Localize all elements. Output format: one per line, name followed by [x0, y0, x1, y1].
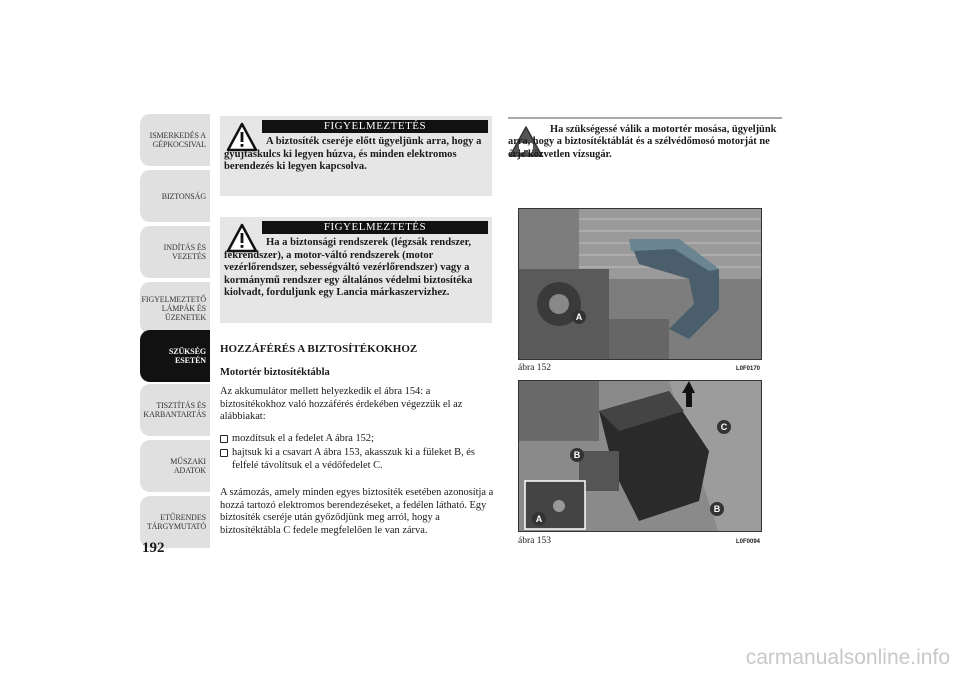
figure-153 [518, 380, 762, 532]
tab-biztonsag[interactable]: BIZTONSÁG [140, 170, 210, 222]
tab-ismerkedes[interactable]: ISMERKEDÉS A GÉPKOCSIVAL [140, 114, 210, 166]
tab-targymutato[interactable]: ETŰRENDES TÁRGYMUTATÓ [140, 496, 210, 548]
column-divider [508, 117, 782, 119]
figure-152-caption: ábra 152 [518, 363, 551, 373]
bullet-item: mozdítsuk el a fedelet A ábra 152; [220, 433, 498, 446]
watermark: carmanualsonline.info [745, 646, 950, 669]
checkbox-bullet-icon [220, 449, 228, 457]
fuse-box-illustration [519, 381, 762, 532]
label-c-badge: C [720, 422, 728, 432]
environment-note-text: Ha szükségessé válik a motortér mosása, ügyeljünk arra, hogy a biztosítéktáblát és a szélvédőmosó motorját ne érje közvetlen vízsugár. [508, 124, 777, 160]
section-heading: HOZZÁFÉRÉS A BIZTOSÍTÉKOKHOZ [220, 343, 418, 355]
intro-paragraph: Az akkumulátor mellett helyezkedik el ábra 154: a biztosítékokhoz való hozzáférés érdekében végezzük el az alábbiakat: [220, 386, 463, 423]
warning-text: A biztosíték cseréje előtt ügyeljünk arra, hogy a gyújtáskulcs ki legyen húzva, és minden elektromos berendezés ki legyen kapcsolva. [224, 136, 482, 172]
bullet-item: hajtsuk ki a csavart A ábra 153, akasszuk ki a füleket B, és felfelé távolítsuk el a védőfedelet C. [220, 447, 498, 472]
checkbox-bullet-icon [220, 435, 228, 443]
tab-muszaki[interactable]: MŰSZAKI ADATOK [140, 440, 210, 492]
label-b-badge: B [713, 504, 721, 514]
closing-paragraph: A számozás, amely minden egyes biztosíték esetében azonosítja a hozzá tartozó elektromos berendezéseket, a fedélen látható. Egy biztosíték cseréje után győződjünk meg arról, hogy a biztosítéktábla C fedele megfelelően le van zárva. [220, 487, 494, 536]
tab-szukseg-eseten[interactable]: SZÜKSÉG ESETÉN [140, 330, 210, 382]
warning-title: FIGYELMEZTETÉS [262, 221, 488, 234]
label-b-badge: B [573, 450, 581, 460]
figure-153-caption: ábra 153 [518, 536, 551, 546]
warning-box-1 [220, 116, 492, 196]
label-a-badge: A [575, 312, 583, 322]
figure-152-code: L0F0170 [736, 366, 761, 372]
page-number: 192 [142, 540, 165, 556]
figure-152 [518, 208, 762, 360]
label-a-badge: A [535, 514, 543, 524]
tab-figyelmezteto[interactable]: FIGYELMEZTETŐ LÁMPÁK ÉS ÜZENETEK [140, 282, 210, 334]
tab-inditas[interactable]: INDÍTÁS ÉS VEZETÉS [140, 226, 210, 278]
tab-tisztitas[interactable]: TISZTÍTÁS ÉS KARBANTARTÁS [140, 384, 210, 436]
figure-153-code: L0F0094 [736, 539, 761, 545]
warning-box-2 [220, 217, 492, 323]
warning-text: Ha a biztonsági rendszerek (légzsák rendszer, fékrendszer), a motor-váltó rendszerek (motor vezérlőrendszer, sebességváltó vezérlőrendszer) vagy a kormánymű rendszer egy általános védelmi biztosítéka kiolvadt, forduljunk egy Lancia márkaszervizhez. [224, 237, 473, 298]
section-subheading: Motortér biztosítéktábla [220, 367, 330, 378]
engine-cover-illustration [519, 209, 762, 360]
warning-title: FIGYELMEZTETÉS [262, 120, 488, 133]
